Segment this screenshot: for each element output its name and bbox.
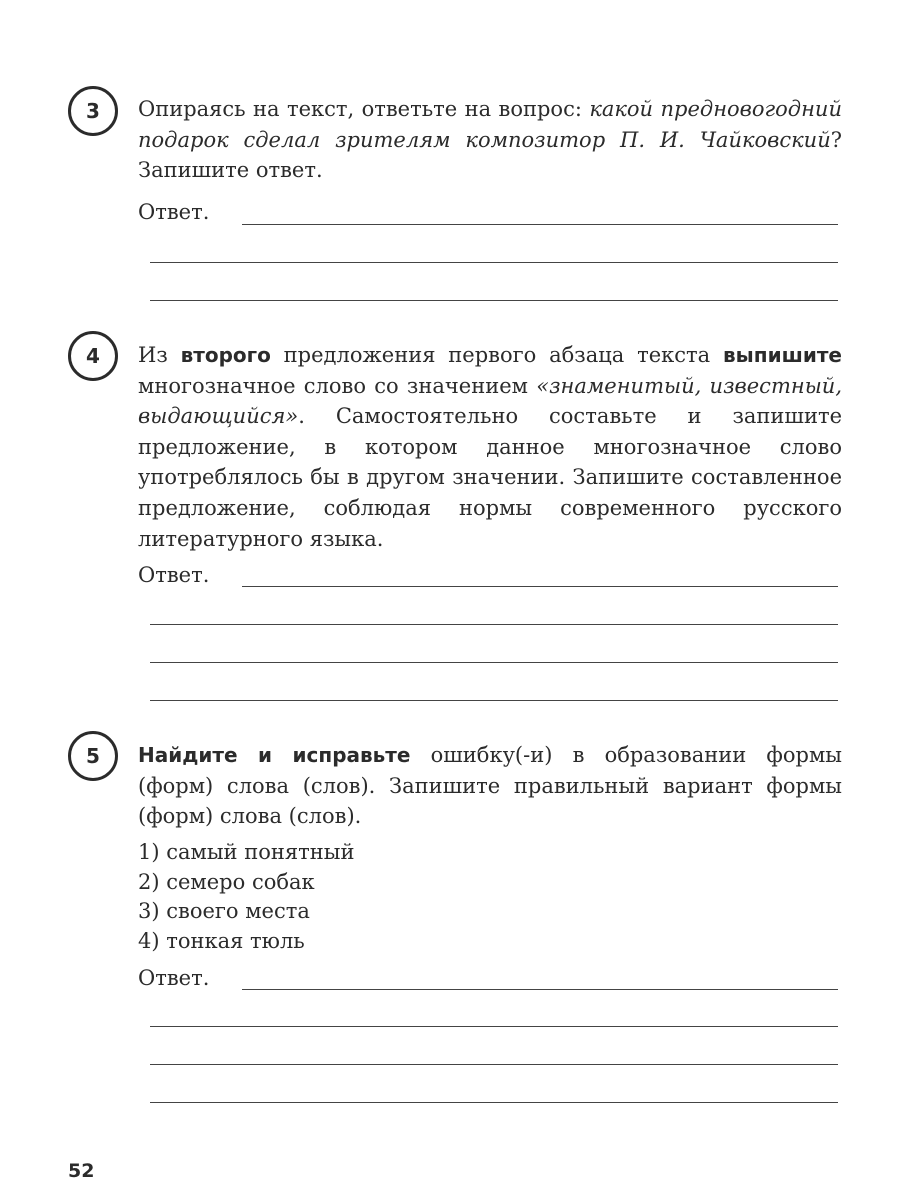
task-4-text-part: многозначное слово со значением — [138, 373, 537, 398]
answer-label: Ответ. — [138, 563, 210, 587]
task-5-text — [138, 740, 842, 832]
task-4-text-part: . Самостоятельно составьте и запишите предложение, в котором данное многозначное слово употреблялось бы в другом значении. Запишите составленное предложение, соблюдая нормы современного русского литературного языка. — [138, 404, 842, 551]
task-5-text-part: ошибку(-и) в образовании формы (форм) слова (слов). Запишите правильный вариант формы (форм) слова (слов). — [138, 743, 842, 829]
answer-line[interactable] — [150, 1064, 838, 1065]
answer-line[interactable] — [150, 700, 838, 701]
option-item: 2) семеро собак — [138, 869, 315, 894]
answer-line[interactable] — [150, 300, 838, 301]
task-4-meaning: «знаменитый, известный, выдающийся» — [138, 373, 842, 429]
task-number-badge: 4 — [68, 331, 118, 381]
answer-label: Ответ. — [138, 966, 210, 990]
answer-line[interactable] — [242, 586, 838, 587]
task-number-badge: 5 — [68, 731, 118, 781]
answer-line[interactable] — [150, 262, 838, 263]
task-3-intro: Опираясь на текст, ответьте на вопрос: — [138, 97, 590, 121]
task-3-tail: ? Запишите ответ. — [138, 127, 842, 183]
task-3-text — [138, 94, 842, 186]
task-3-question: какой предновогодний подарок сделал зрителям композитор П. И. Чайковский — [138, 97, 842, 152]
option-item: 4) тонкая тюль — [138, 928, 305, 953]
task-4-text — [138, 340, 842, 554]
answer-line[interactable] — [150, 624, 838, 625]
option-item: 3) своего места — [138, 899, 310, 923]
task-4-emphasis: выпишите — [723, 343, 842, 367]
task-number-badge: 3 — [68, 86, 118, 136]
page-number: 52 — [68, 1160, 95, 1182]
task-5-emphasis: Найдите и исправьте — [138, 743, 411, 767]
task-4-text-part: предложения первого абзаца текста — [270, 343, 724, 367]
answer-label: Ответ. — [138, 200, 210, 224]
answer-line[interactable] — [150, 1026, 838, 1027]
task-4-emphasis: второго — [180, 343, 271, 367]
task-4-text-part: Из — [138, 343, 181, 367]
options-list — [138, 838, 354, 956]
answer-line[interactable] — [242, 989, 838, 990]
answer-line[interactable] — [242, 224, 838, 225]
answer-line[interactable] — [150, 662, 838, 663]
option-item: 1) самый понятный — [138, 840, 355, 864]
answer-line[interactable] — [150, 1102, 838, 1103]
